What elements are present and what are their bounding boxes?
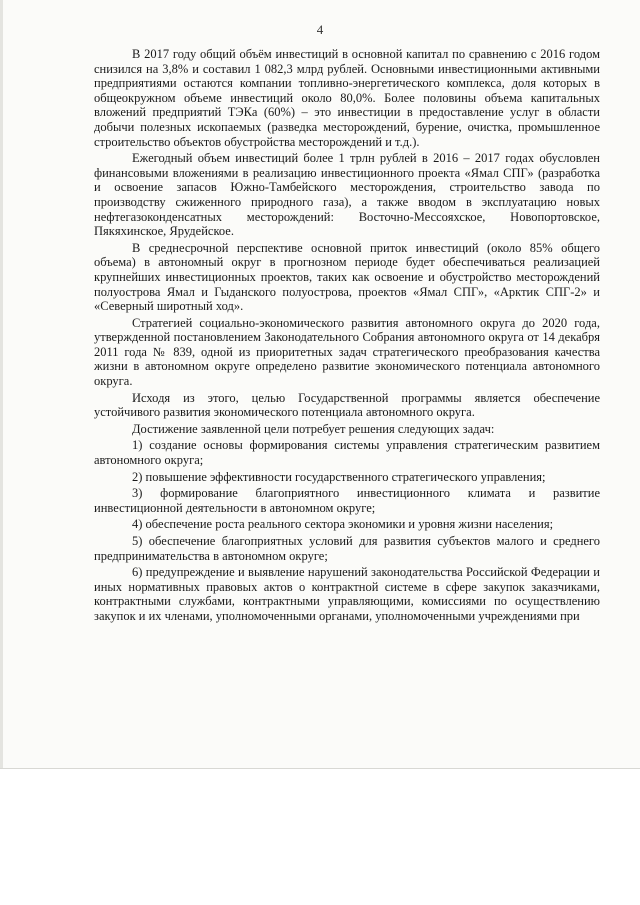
task-item-1: 1) создание основы формирования системы управления стратегическим развитием автономного округа; — [94, 438, 600, 468]
paragraph-program-goal: Исходя из этого, целью Государственной программы является обеспечение устойчивого развития экономического потенциала автономного округа. — [94, 390, 600, 420]
scan-edge-shadow — [0, 0, 3, 768]
paragraph-strategy: Стратегией социально-экономического развития автономного округа до 2020 года, утвержденной постановлением Законодательного Собрания автономного округа от 14 декабря 2011 года № 839, одной из приоритетных задач стратегического преобразования качества жизни в автономном округе определено развитие экономического потенциала автономного округа. — [94, 315, 600, 389]
paragraph-tasks-intro: Достижение заявленной цели потребует решения следующих задач: — [132, 421, 495, 436]
page-number: 4 — [316, 22, 324, 37]
task-item-2: 2) повышение эффективности государственного стратегического управления; — [132, 469, 546, 484]
task-item-4: 4) обеспечение роста реального сектора экономики и уровня жизни населения; — [132, 517, 554, 532]
task-item-6: 6) предупреждение и выявление нарушений законодательства Российской Федерации и иных нормативных правовых актов о контрактной системе в сфере закупок заказчиками, контрактными службами, контрактными управляющими, комиссиями по осуществлению закупок и их членами, уполномоченными органами, уполномоченными учреждениями при — [94, 565, 600, 623]
paragraph-annual-investment: Ежегодный объем инвестиций более 1 трлн рублей в 2016 – 2017 годах обусловлен финансовыми вложениями в реализацию инвестиционного проекта «Ямал СПГ» (разработка и освоение запасов Южно-Тамбейского месторождения, строительство завода по производству сжиженного природного газа), а также вводом в эксплуатацию новых нефтегазоконденсатных месторождений: Восточно-Мессояхское, Новопортовское, Пякяхинское, Ярудейское. — [94, 151, 600, 239]
task-item-3: 3) формирование благоприятного инвестиционного климата и развитие инвестиционной деятельности в автономном округе; — [94, 486, 600, 515]
paragraph-medium-term-outlook: В среднесрочной перспективе основной приток инвестиций (около 85% общего объема) в автономный округ в прогнозном периоде будет обеспечиваться реализацией крупнейших инвестиционных проектов, таких как освоение и обустройство месторождений полуострова Ямал и Гыданского полуострова, проектов «Ямал СПГ», «Арктик СПГ-2» и «Северный широтный ход». — [94, 240, 600, 314]
document-body — [94, 47, 600, 626]
task-item-5: 5) обеспечение благоприятных условий для развития субъектов малого и среднего предпринимательства в автономном округе; — [94, 534, 600, 563]
paragraph-investment-2017: В 2017 году общий объём инвестиций в основной капитал по сравнению с 2016 годом снизился на 3,8% и составил 1 082,3 млрд рублей. Основными инвестиционными активными предприятиями остаются компании топливно-энергетического комплекса, доля которых в общеокружном объеме инвестиций около 80,0%. Более половины объема капитальных вложений предприятий ТЭКа (60%) – это инвестиции в предоставление услуг в области добычи полезных ископаемых (разведка месторождений, бурение, очистка, промышленное строительство объектов обустройства месторождений и т.д.). — [94, 47, 600, 149]
